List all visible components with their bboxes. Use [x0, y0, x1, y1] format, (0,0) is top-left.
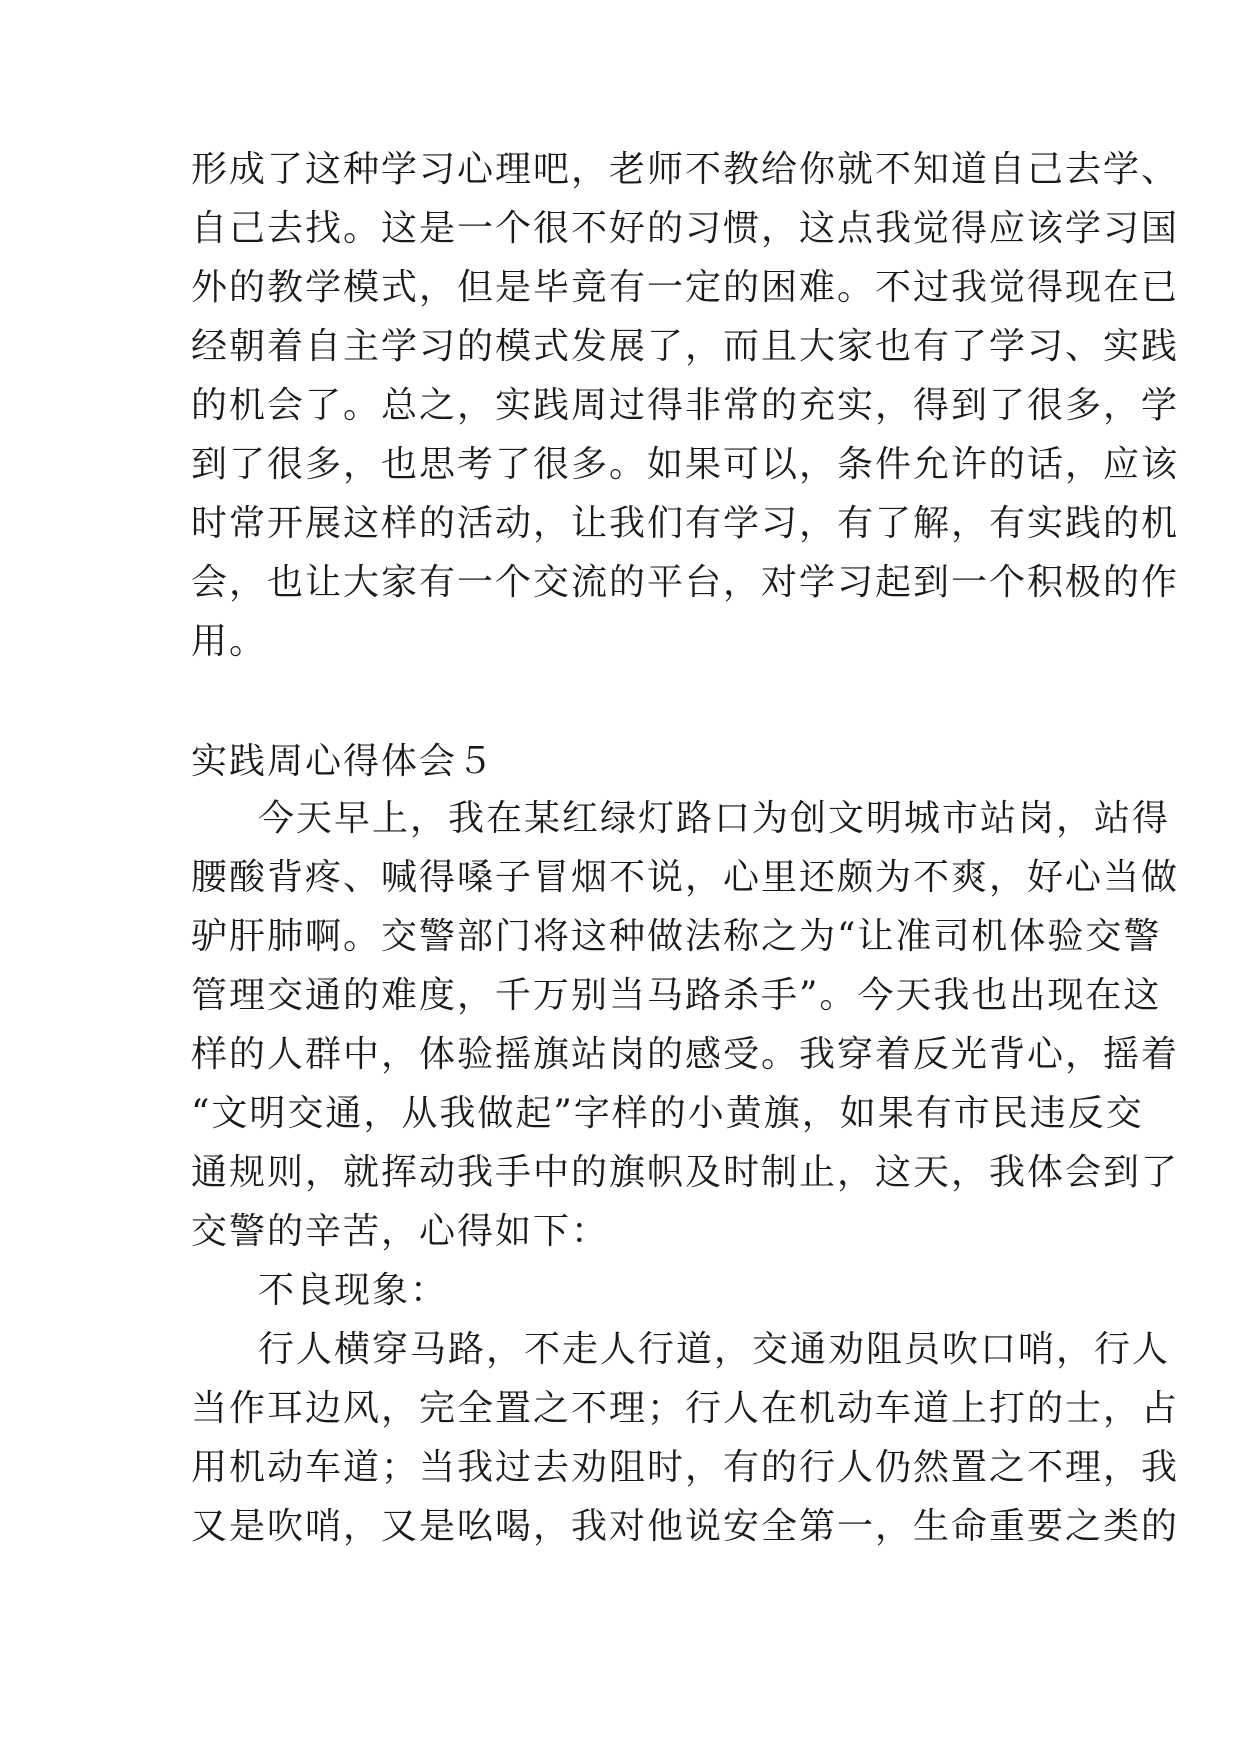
paragraph-line: 行人横穿马路，不走人行道，交通劝阻员吹口哨，行人: [258, 1329, 1171, 1370]
paragraph-line: 不良现象：: [258, 1270, 449, 1311]
paragraph-line: 的机会了。总之，实践周过得非常的充实，得到了很多，学: [191, 385, 1180, 426]
paragraph-line: 交警的辛苦，心得如下：: [191, 1211, 610, 1252]
paragraph-line: 通规则，就挥动我手中的旗帜及时制止，这天，我体会到了: [191, 1152, 1180, 1193]
paragraph-line: 又是吹哨，又是吆喝，我对他说安全第一，生命重要之类的: [191, 1506, 1180, 1547]
paragraph-line: 腰酸背疼、喊得嗓子冒烟不说，心里还颇为不爽，好心当做: [191, 857, 1180, 898]
paragraph-line: 自己去找。这是一个很不好的习惯，这点我觉得应该学习国: [191, 208, 1180, 249]
paragraph-line: 时常开展这样的活动，让我们有学习，有了解，有实践的机: [191, 503, 1180, 544]
section-heading: 实践周心得体会５: [191, 741, 496, 782]
paragraph-line: “文明交通，从我做起”字样的小黄旗，如果有市民违反交: [191, 1093, 1144, 1134]
paragraph-line: 用机动车道；当我过去劝阻时，有的行人仍然置之不理，我: [191, 1447, 1180, 1488]
paragraph-line: 经朝着自主学习的模式发展了，而且大家也有了学习、实践: [191, 326, 1180, 367]
paragraph-line: 今天早上，我在某红绿灯路口为创文明城市站岗，站得: [258, 798, 1171, 839]
paragraph-line: 到了很多，也思考了很多。如果可以，条件允许的话，应该: [191, 444, 1180, 485]
paragraph-line: 外的教学模式，但是毕竟有一定的困难。不过我觉得现在已: [191, 267, 1180, 308]
paragraph-line: 形成了这种学习心理吧，老师不教给你就不知道自己去学、: [191, 149, 1180, 190]
paragraph-line: 样的人群中，体验摇旗站岗的感受。我穿着反光背心，摇着: [191, 1034, 1180, 1075]
paragraph-line: 用。: [191, 621, 268, 662]
paragraph-line: 会，也让大家有一个交流的平台，对学习起到一个积极的作: [191, 562, 1180, 603]
paragraph-line: 当作耳边风，完全置之不理；行人在机动车道上打的士，占: [191, 1388, 1180, 1429]
paragraph-line: 管理交通的难度，千万别当马路杀手”。今天我也出现在这: [191, 975, 1162, 1016]
paragraph-line: 驴肝肺啊。交警部门将这种做法称之为“让准司机体验交警: [191, 916, 1162, 957]
